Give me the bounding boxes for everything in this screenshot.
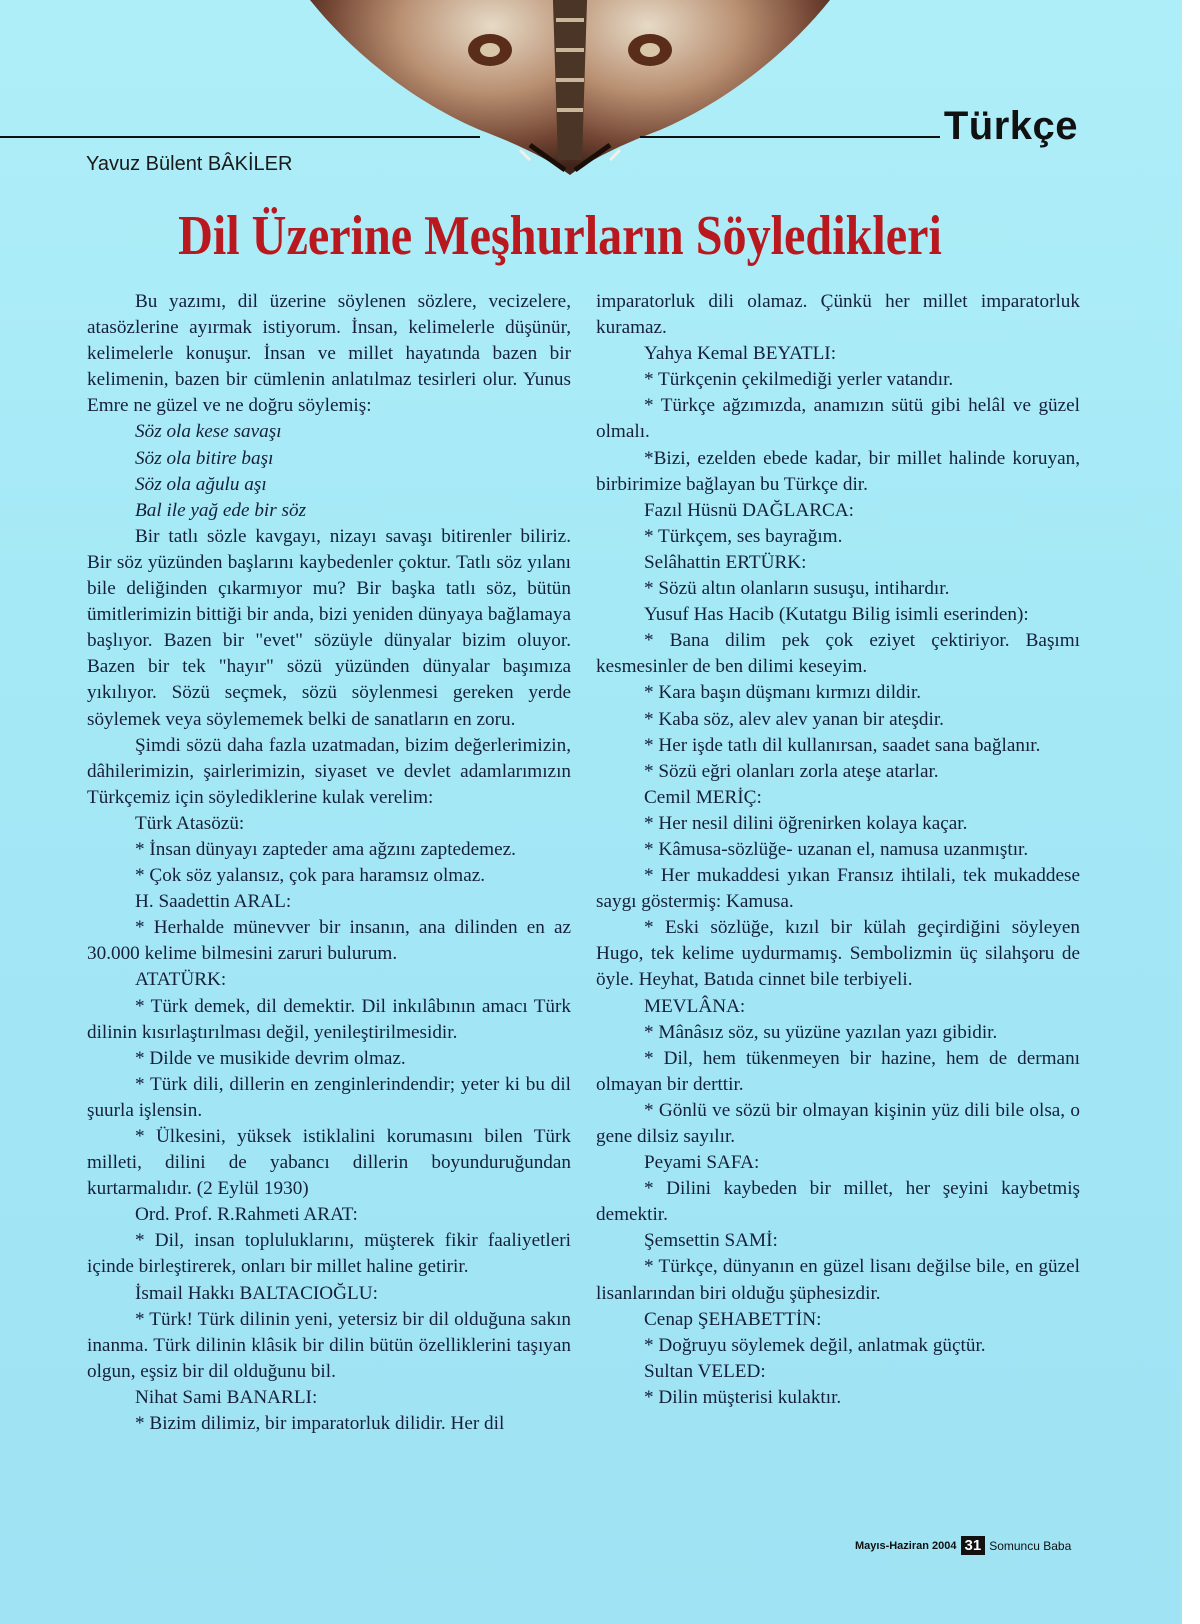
paragraph: Bu yazımı, dil üzerine söylenen sözlere, vecizelere, atasözlerine ayırmak istiyorum. İnsan, kelimelerle düşünür, kelimelerle konuşur. İnsan ve millet hayatında bazen bir kelimenin, bazen bir cümlenin anlatılmaz tesirleri olur. Yunus Emre ne güzel ve ne doğru söylemiş: [87,291,571,417]
paragraph: * Sözü altın olanların susuşu, intihardır. [644,578,950,600]
paragraph: *Bizi, ezelden ebede kadar, bir millet halinde koruyan, birbirimize bağlayan bu Türkçe dir. [596,447,1080,495]
page-edge [1182,0,1200,1624]
paragraph: * Her işde tatlı dil kullanırsan, saadet sana bağlanır. [644,734,1041,756]
paragraph: Sultan VELED: [644,1360,766,1382]
left-column [87,289,571,1437]
paragraph: * Ülkesini, yüksek istiklalini korumasını bilen Türk milleti, dilini de yabancı dillerin boyunduruğundan kurtarmalıdır. (2 Eylül 1930) [87,1126,571,1200]
paragraph: * Gönlü ve sözü bir olmayan kişinin yüz dili bile olsa, o gene dilsiz sayılır. [596,1099,1080,1147]
poem-line: Söz ola ağulu aşı [135,473,267,495]
paragraph: Yusuf Has Hacib (Kutatgu Bilig isimli eserinden): [644,604,1029,626]
paragraph: Cemil MERİÇ: [644,786,762,808]
right-column [596,289,1080,1411]
paragraph: * Kaba söz, alev alev yanan bir ateşdir. [644,708,944,730]
paragraph: * Çok söz yalansız, çok para haramsız olmaz. [135,865,486,887]
paragraph: Nihat Sami BANARLI: [135,1386,318,1408]
poem-line: Söz ola kese savaşı [135,421,282,443]
paragraph: Şimdi sözü daha fazla uzatmadan, bizim değerlerimizin, dâhilerimizin, şairlerimizin, siyaset ve devlet adamlarımızın Türkçemiz için söylediklerine kulak verelim: [87,734,571,808]
paragraph: * Türkçenin çekilmediği yerler vatandır. [644,369,954,391]
paragraph: ATATÜRK: [135,969,227,991]
paragraph: imparatorluk dili olamaz. Çünkü her millet imparatorluk kuramaz. [596,291,1080,339]
article-title: Dil Üzerine Meşhurların Söyledikleri [178,205,942,267]
author-name: Yavuz Bülent BÂKİLER [86,153,293,175]
paragraph: * Herhalde münevver bir insanın, ana dilinden en az 30.000 kelime bilmesini zaruri bulurum. [87,917,571,965]
magazine-name: Somuncu Baba [989,1538,1072,1553]
paragraph: * Dilin müşterisi kulaktır. [644,1386,842,1408]
paragraph: * Türk! Türk dilinin yeni, yetersiz bir dil olduğuna sakın inanma. Türk dilinin klâsik bir dilin bütün özelliklerini taşıyan olgun, eşsiz bir dil olduğunu bil. [87,1308,571,1382]
paragraph: * Eski sözlüğe, kızıl bir külah geçirdiğini söyleyen Hugo, tek kelime uydurmamış. Sembolizmin üç silahşoru de öyle. Heyhat, Batıda cinnet bile terbiyeli. [596,917,1080,991]
paragraph: Türk Atasözü: [135,812,245,834]
paragraph: Yahya Kemal BEYATLI: [644,343,837,365]
paragraph: * Dil, hem tükenmeyen bir hazine, hem de dermanı olmayan bir derttir. [596,1047,1080,1095]
paragraph: H. Saadettin ARAL: [135,891,292,913]
paragraph: * Her mukaddesi yıkan Fransız ihtilali, tek mukaddese saygı göstermiş: Kamusa. [596,865,1080,913]
poem-line: Söz ola bitire başı [135,447,274,469]
paragraph: * Türk demek, dil demektir. Dil inkılâbının amacı Türk dilinin kısırlaştırılması değil, yenileştirilmesidir. [87,995,571,1043]
paragraph: MEVLÂNA: [644,995,746,1017]
page-number: 31 [961,1536,986,1555]
paragraph: İsmail Hakkı BALTACIOĞLU: [135,1282,378,1304]
paragraph: Fazıl Hüsnü DAĞLARCA: [644,499,854,521]
paragraph: * Kâmusa-sözlüğe- uzanan el, namusa uzanmıştır. [644,838,1029,860]
paragraph: Cenap ŞEHABETTİN: [644,1308,822,1330]
paragraph: * Bizim dilimiz, bir imparatorluk dilidir. Her dil [135,1413,505,1435]
paragraph: Peyami SAFA: [644,1152,760,1174]
poem-line: Bal ile yağ ede bir söz [135,499,307,521]
paragraph: * İnsan dünyayı zapteder ama ağzını zaptedemez. [135,838,516,860]
paragraph: Şemsettin SAMİ: [644,1230,778,1252]
paragraph: * Kara başın düşmanı kırmızı dildir. [644,682,922,704]
issue-date: Mayıs-Haziran 2004 [855,1539,957,1552]
paragraph: * Türkçe, dünyanın en güzel lisanı değilse bile, en güzel lisanlarından biri olduğu şüphesizdir. [596,1256,1080,1304]
paragraph: * Türk dili, dillerin en zenginlerindendir; yeter ki bu dil şuurla işlensin. [87,1073,571,1121]
paragraph: * Bana dilim pek çok eziyet çektiriyor. Başımı kesmesinler de ben dilimi keseyim. [596,630,1080,678]
paragraph: * Türkçem, ses bayrağım. [644,525,843,547]
paragraph: * Her nesil dilini öğrenirken kolaya kaçar. [644,812,968,834]
paragraph: * Doğruyu söylemek değil, anlatmak güçtür. [644,1334,986,1356]
header-rule-right [640,136,940,138]
moth-illustration [290,0,850,210]
header-rule-left [0,136,480,138]
paragraph: * Dilde ve musikide devrim olmaz. [135,1047,406,1069]
paragraph: * Dil, insan topluluklarını, müşterek fikir faaliyetleri içinde birleştirerek, onları bir millet haline getirir. [87,1230,571,1278]
page-footer [855,1536,1071,1555]
paragraph: Ord. Prof. R.Rahmeti ARAT: [135,1204,358,1226]
paragraph: Bir tatlı sözle kavgayı, nizayı savaşı bitirenler biliriz. Bir söz yüzünden başlarını kaybedenler çoktur. Tatlı söz yılanı bile deliğinden çıkarmıyor mu? Bir başka tatlı söz, bütün ümitlerimizin bittiği bir anda, bizi yeniden dünyaya bağlamaya başlıyor. Bazen bir "evet" sözüyle dünyalar bizim oluyor. Bazen bir tek "hayır" sözü yüzünden dünyalar başımıza yıkılıyor. Sözü seçmek, sözü söylenmesi gereken yerde söylemek veya söylememek belki de sanatların en zoru. [87,525,571,730]
section-label: Türkçe [943,104,1078,148]
paragraph: * Mânâsız söz, su yüzüne yazılan yazı gibidir. [644,1021,998,1043]
paragraph: * Dilini kaybeden bir millet, her şeyini kaybetmiş demektir. [596,1178,1080,1226]
paragraph: * Türkçe ağzımızda, anamızın sütü gibi helâl ve güzel olmalı. [596,395,1080,443]
paragraph: * Sözü eğri olanları zorla ateşe atarlar. [644,760,939,782]
paragraph: Selâhattin ERTÜRK: [644,551,807,573]
